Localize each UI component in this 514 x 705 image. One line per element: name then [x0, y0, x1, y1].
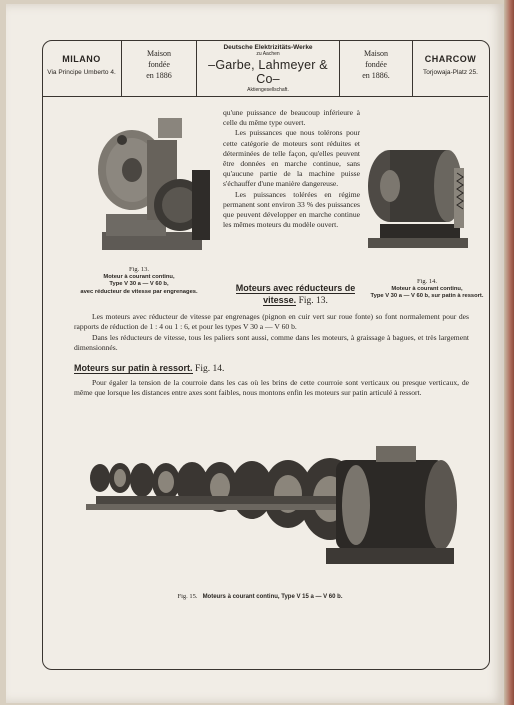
maison-left-2: fondée: [148, 60, 170, 69]
column-paragraph-3: Les puissances tolérées en régime permanent sont environ 33 % des puissances que peuvent développer en marche continue les mêmes moteurs du modèle ouvert.: [223, 189, 360, 230]
section2-heading-text: Moteurs sur patin à ressort.: [74, 363, 193, 373]
fig13-number: Fig. 13.: [128, 266, 150, 273]
maison-left-3: en 1886: [146, 71, 172, 80]
maison-right-2: fondée: [365, 60, 387, 69]
header-rule: [42, 96, 488, 97]
section1-paragraph-1: Les moteurs avec réducteur de vitesse par engrenages (pignon en cuir vert sur roue fonte) so font normalement pour des rapports de réduction de 1 : 4 ou 1 : 6, et pour les types V 30 a — V 60 b.: [74, 312, 469, 332]
header-company: [197, 40, 340, 96]
left-address: Via Principe Umberto 4.: [47, 69, 116, 76]
header-milano: [42, 40, 122, 96]
section1-ref: Fig. 13.: [298, 296, 328, 306]
section1-heading: [228, 282, 363, 307]
company-name: –Garbe, Lahmeyer & Co–: [208, 58, 328, 86]
fig15-number: Fig. 15.: [177, 593, 198, 600]
fig14-line2: Type V 30 a — V 60 b, sur patin à ressort.: [370, 293, 484, 299]
right-city: CHARCOW: [424, 54, 477, 64]
section2-heading: [74, 362, 454, 375]
company-line4: Aktiengesellschaft.: [247, 87, 289, 93]
section1-body: [74, 312, 469, 354]
fig13-line2: Type V 30 a — V 60 b,: [109, 281, 169, 287]
fig13-caption: [64, 266, 214, 296]
motor-spring-illustration: [362, 128, 474, 258]
left-city: MILANO: [62, 54, 101, 64]
column-paragraph-2: Les puissances que nous tolérons pour cette catégorie de moteurs sont réduites et déterminées de telle façon, qu'elles peuvent être données en marche continue, sans qu'aucune partie de la machine puisse s'échauffer d'une manière dangereuse.: [223, 128, 360, 189]
maison-right-3: en 1886.: [362, 71, 390, 80]
section1-paragraph-2: Dans les réducteurs de vitesse, tous les paliers sont aussi, comme dans les moteurs, à graissage à bagues, et très largement dimensionnés.: [74, 332, 469, 353]
fig14-number: Fig. 14.: [416, 278, 438, 285]
column-paragraph-1: qu'une puissance de beaucoup inférieure à celle du même type ouvert.: [223, 108, 360, 128]
maison-left-1: Maison: [147, 49, 171, 58]
fig13-line1: Moteur à courant continu,: [103, 273, 175, 280]
header-maison-right: [340, 40, 413, 96]
fig15-text: Moteurs à courant continu, Type V 15 a — V 60 b.: [202, 594, 343, 600]
company-line2: zu Aachen: [256, 51, 280, 57]
column-text: [223, 108, 360, 230]
right-address: Torjowaja-Platz 25.: [423, 69, 478, 76]
header-maison-left: [122, 40, 197, 96]
letterhead: [42, 40, 488, 96]
company-line1: Deutsche Elektrizitäts-Werke: [223, 44, 313, 51]
section2-paragraph-1: Pour égaler la tension de la courroie dans les cas où les brins de cette courroie sont verticaux ou presque verticaux, de même que lorsque les distances entre axes sont faibles, nous montons enfin les moteurs sur patin articulé à ressort.: [74, 378, 469, 398]
motor-row-illustration: [86, 420, 458, 584]
header-charcow: [413, 40, 488, 96]
maison-right-1: Maison: [364, 49, 388, 58]
fig14-caption: [354, 278, 500, 301]
fig14-line1: Moteur à courant continu,: [391, 285, 463, 292]
section1-heading-a: Moteurs avec réducteurs de: [235, 283, 356, 293]
section1-heading-b: vitesse.: [263, 295, 297, 305]
page-edge: [504, 0, 514, 705]
section2-ref: Fig. 14.: [195, 364, 225, 374]
fig13-line3: avec réducteur de vitesse par engrenages.: [80, 288, 198, 295]
section2-body: [74, 378, 469, 399]
fig15-caption: [60, 593, 460, 600]
motor-gear-illustration: [92, 110, 218, 260]
